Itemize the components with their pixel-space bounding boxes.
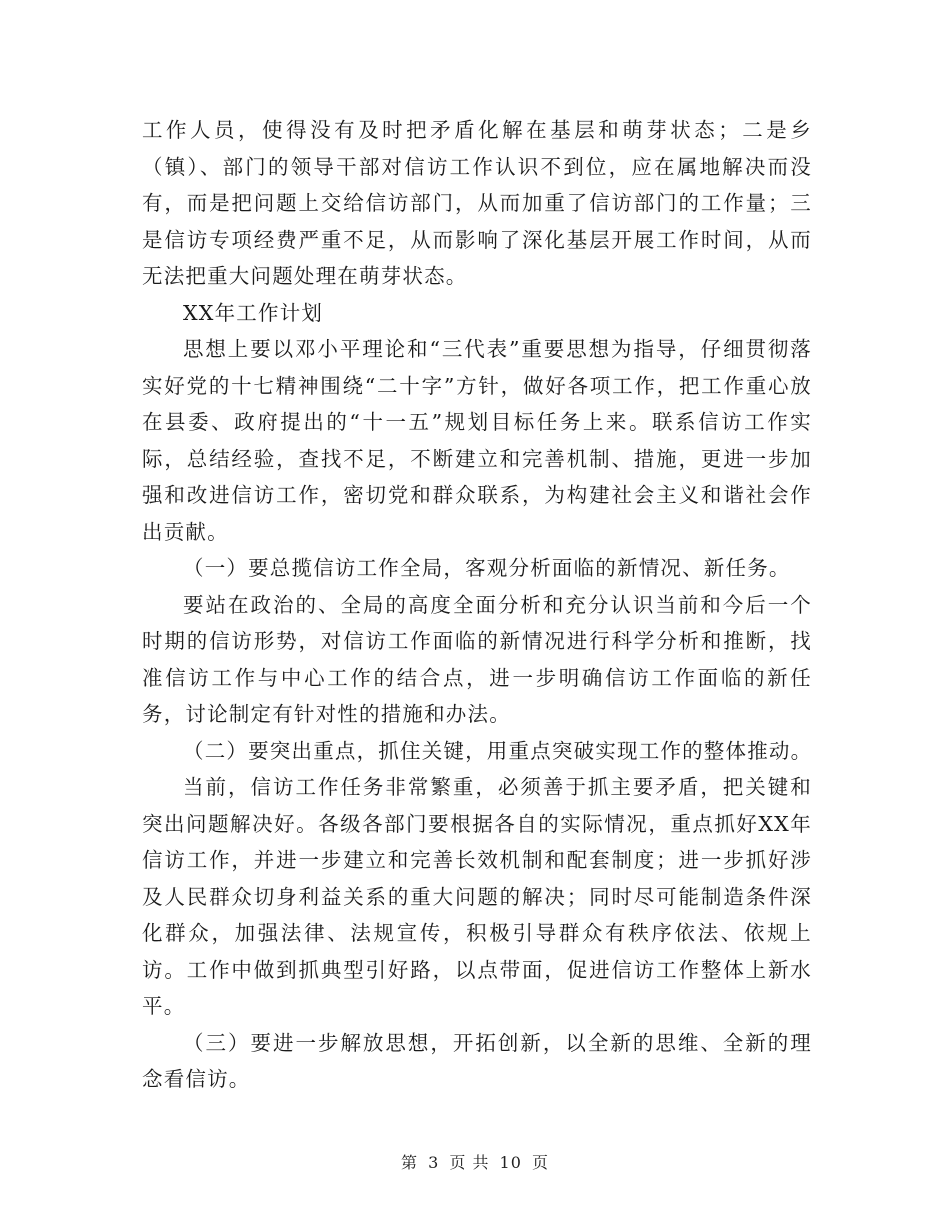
subheading-two: （二）要突出重点，抓住关键，用重点突破实现工作的整体推动。 — [183, 738, 813, 763]
footer-current-page: 3 — [428, 1153, 440, 1172]
document-body — [142, 112, 812, 1098]
section-heading-work-plan: XX年工作计划 — [183, 300, 324, 325]
paragraph-analysis: 要站在政治的、全局的高度全面分析和充分认识当前和今后一个时期的信访形势，对信访工作面临的新情况进行科学分析和推断，找准信访工作与中心工作的结合点，进一步明确信访工作面临的新任务，讨论制定有针对性的措施和办法。 — [142, 592, 812, 726]
paragraph-guiding-thought: 思想上要以邓小平理论和“三代表”重要思想为指导，仔细贯彻落实好党的十七精神围绕“二十字”方针，做好各项工作，把工作重心放在县委、政府提出的“十一五”规划目标任务上来。联系信访工作实际，总结经验，查找不足，不断建立和完善机制、措施，更进一步加强和改进信访工作，密切党和群众联系，为构建社会主义和谐社会作出贡献。 — [142, 337, 812, 544]
footer-total-pages: 10 — [499, 1153, 522, 1172]
footer-mid: 页 共 — [449, 1153, 490, 1172]
subheading-one: （一）要总揽信访工作全局，客观分析面临的新情况、新任务。 — [183, 556, 791, 580]
paragraph-key-issues: 当前，信访工作任务非常繁重，必须善于抓主要矛盾，把关键和突出问题解决好。各级各部门要根据各自的实际情况，重点抓好XX年信访工作，并进一步建立和完善长效机制和配套制度；进一步抓好涉及人民群众切身利益关系的重大问题的解决；同时尽可能制造条件深化群众，加强法律、法规宣传，积极引导群众有秩序依法、依规上访。工作中做到抓典型引好路，以点带面，促进信访工作整体上新水平。 — [142, 775, 812, 1018]
paragraph-continuation: 工作人员，使得没有及时把矛盾化解在基层和萌芽状态；二是乡（镇）、部门的领导干部对信访工作认识不到位，应在属地解决而没有，而是把问题上交给信访部门，从而加重了信访部门的工作量；三是信访专项经费严重不足，从而影响了深化基层开展工作时间，从而无法把重大问题处理在萌芽状态。 — [142, 118, 812, 288]
footer-suffix: 页 — [532, 1153, 550, 1172]
page-footer — [0, 1152, 950, 1174]
subheading-three: （三）要进一步解放思想，开拓创新，以全新的思维、全新的理念看信访。 — [142, 1030, 812, 1091]
footer-prefix: 第 — [400, 1153, 418, 1172]
